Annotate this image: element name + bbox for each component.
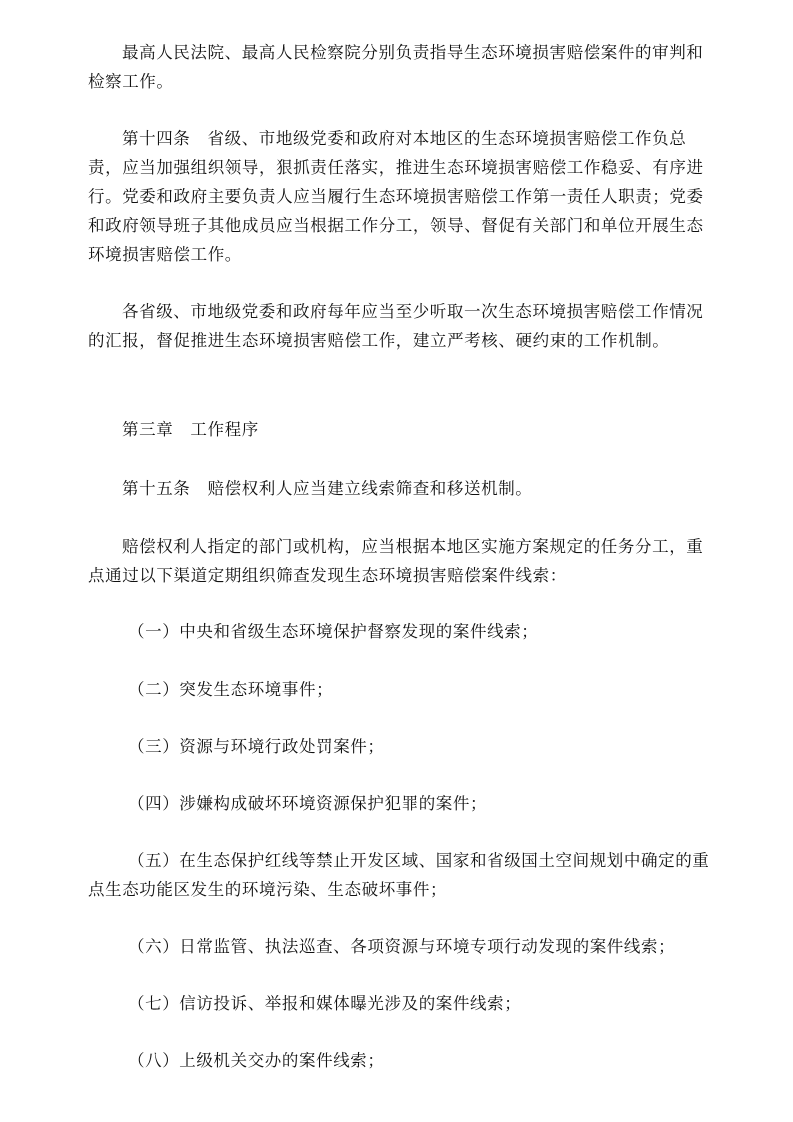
list-item-5: （五）在生态保护红线等禁止开发区域、国家和省级国土空间规划中确定的重点生态功能区发生的环境污染、生态破坏事件； bbox=[88, 851, 710, 899]
list-item-8: （八）上级机关交办的案件线索； bbox=[128, 1051, 385, 1070]
list-item-2: （二）突发生态环境事件； bbox=[128, 680, 334, 699]
list-item-4: （四）涉嫌构成破坏环境资源保护犯罪的案件； bbox=[128, 794, 488, 813]
paragraph-court-guidance: 最高人民法院、最高人民检察院分别负责指导生态环境损害赔偿案件的审判和检察工作。 bbox=[88, 43, 704, 91]
list-item-7: （七）信访投诉、举报和媒体曝光涉及的案件线索； bbox=[128, 994, 522, 1013]
list-item-6: （六）日常监管、执法巡查、各项资源与环境专项行动发现的案件线索； bbox=[128, 937, 676, 956]
chapter-heading: 第三章 工作程序 bbox=[122, 420, 259, 439]
list-item-3: （三）资源与环境行政处罚案件； bbox=[128, 737, 385, 756]
paragraph-screening-channels: 赔偿权利人指定的部门或机构，应当根据本地区实施方案规定的任务分工，重点通过以下渠道定期组织筛查发现生态环境损害赔偿案件线索： bbox=[88, 537, 704, 585]
paragraph-article-14: 第十四条 省级、市地级党委和政府对本地区的生态环境损害赔偿工作负总责，应当加强组织领导，狠抓责任落实，推进生态环境损害赔偿工作稳妥、有序进行。党委和政府主要负责人应当履行生态环境损害赔偿工作第一责任人职责；党委和政府领导班子其他成员应当根据工作分工，领导、督促有关部门和单位开展生态环境损害赔偿工作。 bbox=[88, 129, 704, 264]
paragraph-annual-report: 各省级、市地级党委和政府每年应当至少听取一次生态环境损害赔偿工作情况的汇报，督促推进生态环境损害赔偿工作，建立严考核、硬约束的工作机制。 bbox=[88, 302, 704, 350]
paragraph-article-15: 第十五条 赔偿权利人应当建立线索筛查和移送机制。 bbox=[122, 479, 533, 498]
list-item-1: （一）中央和省级生态环境保护督察发现的案件线索； bbox=[128, 622, 539, 641]
